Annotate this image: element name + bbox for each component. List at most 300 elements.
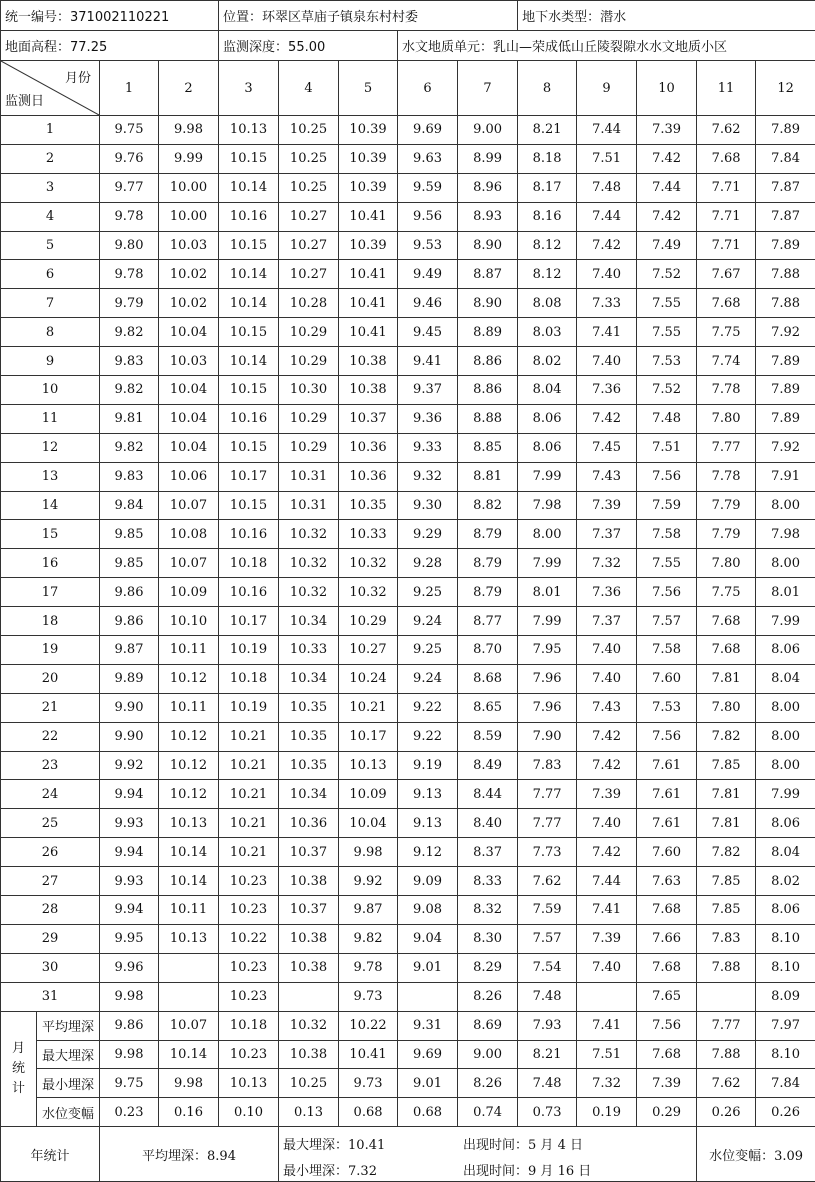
depth-value: 10.16: [219, 578, 279, 607]
annual-range: [697, 1127, 815, 1182]
depth-value: 7.39: [637, 116, 697, 145]
depth-value: 7.39: [577, 491, 637, 520]
depth-value: 9.77: [100, 173, 159, 202]
depth-value: 8.06: [756, 896, 815, 925]
depth-value: 8.86: [458, 376, 518, 405]
depth-value: 7.55: [637, 289, 697, 318]
depth-value: 7.99: [756, 607, 815, 636]
depth-value: 10.28: [279, 289, 339, 318]
depth-value: 8.59: [458, 722, 518, 751]
depth-value: 7.81: [697, 780, 756, 809]
depth-value: 8.00: [756, 549, 815, 578]
depth-value: 7.85: [697, 896, 756, 925]
depth-value: 10.12: [159, 664, 219, 693]
table-row: [1, 722, 815, 751]
depth-value: 7.58: [637, 520, 697, 549]
depth-value: 7.43: [577, 462, 637, 491]
monthly-stat-value: 10.07: [159, 1011, 219, 1040]
depth-value: 8.81: [458, 462, 518, 491]
day-cell: 26: [1, 838, 100, 867]
depth-value: 10.27: [279, 260, 339, 289]
depth-value: 10.32: [279, 578, 339, 607]
depth-value: 10.15: [219, 376, 279, 405]
depth-value: 7.48: [518, 982, 577, 1011]
annual-label: [1, 1127, 100, 1182]
monthly-stat-value: 0.68: [339, 1098, 398, 1127]
depth-value: [279, 982, 339, 1011]
monthly-stat-value: 7.62: [697, 1069, 756, 1098]
depth-value: 8.10: [756, 924, 815, 953]
monthly-stat-value: 7.39: [637, 1069, 697, 1098]
table-row: [1, 809, 815, 838]
annual-extremes: [279, 1127, 697, 1182]
depth-value: 7.61: [637, 780, 697, 809]
depth-value: 9.89: [100, 664, 159, 693]
depth-value: 8.70: [458, 636, 518, 665]
monthly-stat-value: 10.23: [219, 1040, 279, 1069]
depth-value: 8.82: [458, 491, 518, 520]
depth-value: 7.79: [697, 491, 756, 520]
depth-value: 9.80: [100, 231, 159, 260]
depth-value: 10.04: [159, 376, 219, 405]
depth-value: 10.11: [159, 693, 219, 722]
depth-value: 7.44: [577, 867, 637, 896]
depth-value: 10.38: [279, 953, 339, 982]
depth-value: 7.75: [697, 318, 756, 347]
monthly-stat-value: 10.38: [279, 1040, 339, 1069]
day-cell: 17: [1, 578, 100, 607]
depth-value: 9.85: [100, 520, 159, 549]
monthly-stat-row: [1, 1040, 815, 1069]
depth-value: 7.55: [637, 318, 697, 347]
depth-value: 7.44: [577, 116, 637, 145]
depth-value: 9.90: [100, 693, 159, 722]
month-header: 7: [458, 61, 518, 116]
depth-value: 9.99: [159, 144, 219, 173]
depth-value: 10.36: [279, 809, 339, 838]
depth-value: 10.38: [339, 347, 398, 376]
depth-value: 8.12: [518, 260, 577, 289]
depth-value: 7.42: [637, 144, 697, 173]
depth-value: 10.36: [339, 462, 398, 491]
depth-value: 7.59: [637, 491, 697, 520]
depth-value: 7.67: [697, 260, 756, 289]
depth-value: 7.36: [577, 578, 637, 607]
depth-value: 7.57: [518, 924, 577, 953]
depth-value: 7.42: [577, 722, 637, 751]
depth-value: 8.06: [756, 809, 815, 838]
table-row: [1, 693, 815, 722]
monthly-stat-value: 0.26: [697, 1098, 756, 1127]
depth-value: 7.89: [756, 376, 815, 405]
depth-value: 7.43: [577, 693, 637, 722]
depth-value: 9.87: [339, 896, 398, 925]
depth-value: 10.32: [279, 520, 339, 549]
depth-value: 10.41: [339, 202, 398, 231]
depth-value: 7.96: [518, 693, 577, 722]
depth-value: 10.38: [339, 376, 398, 405]
depth-value: 7.92: [756, 318, 815, 347]
depth-value: 10.39: [339, 144, 398, 173]
depth-value: 7.99: [518, 462, 577, 491]
depth-value: 9.85: [100, 549, 159, 578]
monthly-stat-value: 0.74: [458, 1098, 518, 1127]
depth-value: 10.37: [279, 896, 339, 925]
depth-value: 10.34: [279, 664, 339, 693]
depth-value: 9.98: [159, 116, 219, 145]
depth-value: 10.13: [159, 809, 219, 838]
table-row: [1, 260, 815, 289]
day-cell: 20: [1, 664, 100, 693]
depth-value: 10.17: [219, 462, 279, 491]
depth-value: 9.30: [398, 491, 458, 520]
monthly-stat-value: 8.10: [756, 1040, 815, 1069]
depth-value: 7.82: [697, 838, 756, 867]
depth-value: 10.15: [219, 433, 279, 462]
depth-value: 9.84: [100, 491, 159, 520]
depth-value: 10.30: [279, 376, 339, 405]
depth-value: 8.00: [756, 722, 815, 751]
depth-value: 7.45: [577, 433, 637, 462]
depth-value: 8.00: [756, 693, 815, 722]
day-cell: 22: [1, 722, 100, 751]
depth-value: 7.96: [518, 664, 577, 693]
depth-value: 7.49: [637, 231, 697, 260]
month-header: 6: [398, 61, 458, 116]
monthly-stat-value: 7.88: [697, 1040, 756, 1069]
depth-value: 10.02: [159, 289, 219, 318]
depth-value: 7.61: [637, 809, 697, 838]
depth-value: 7.83: [518, 751, 577, 780]
day-cell: 1: [1, 116, 100, 145]
depth-value: 10.15: [219, 491, 279, 520]
month-header: 3: [219, 61, 279, 116]
depth-value: 10.37: [339, 404, 398, 433]
monthly-stat-value: 9.00: [458, 1040, 518, 1069]
depth-value: 9.04: [398, 924, 458, 953]
depth-value: 9.13: [398, 780, 458, 809]
depth-value: 10.33: [339, 520, 398, 549]
depth-value: 8.77: [458, 607, 518, 636]
depth-value: 10.29: [279, 404, 339, 433]
depth-value: 10.41: [339, 289, 398, 318]
day-cell: 15: [1, 520, 100, 549]
depth-value: 9.24: [398, 664, 458, 693]
depth-value: 9.36: [398, 404, 458, 433]
depth-value: 9.01: [398, 953, 458, 982]
depth-value: 10.39: [339, 231, 398, 260]
depth-value: 7.68: [637, 896, 697, 925]
depth-value: 10.23: [219, 982, 279, 1011]
depth-value: 7.65: [637, 982, 697, 1011]
depth-value: 10.00: [159, 173, 219, 202]
depth-value: 7.58: [637, 636, 697, 665]
depth-value: 8.30: [458, 924, 518, 953]
depth-value: 10.13: [219, 116, 279, 145]
table-row: [1, 231, 815, 260]
depth-value: 10.34: [279, 607, 339, 636]
monthly-stat-value: 8.26: [458, 1069, 518, 1098]
day-cell: 31: [1, 982, 100, 1011]
depth-value: 10.04: [159, 404, 219, 433]
day-cell: 6: [1, 260, 100, 289]
depth-value: 8.02: [518, 347, 577, 376]
day-cell: 19: [1, 636, 100, 665]
depth-value: 10.21: [219, 780, 279, 809]
month-header: 11: [697, 61, 756, 116]
table-row: [1, 664, 815, 693]
depth-value: 8.37: [458, 838, 518, 867]
annual-min: 最小埋深：7.32: [283, 1160, 377, 1179]
depth-value: 8.79: [458, 549, 518, 578]
depth-value: 9.98: [100, 982, 159, 1011]
depth-value: 7.44: [637, 173, 697, 202]
monthly-stat-value: 10.18: [219, 1011, 279, 1040]
table-row: [1, 116, 815, 145]
depth-value: 7.78: [697, 376, 756, 405]
depth-value: 10.03: [159, 231, 219, 260]
month-header: 1: [100, 61, 159, 116]
depth-value: 10.14: [159, 867, 219, 896]
depth-value: 7.92: [756, 433, 815, 462]
day-cell: 10: [1, 376, 100, 405]
depth-value: 7.78: [697, 462, 756, 491]
depth-value: 7.75: [697, 578, 756, 607]
depth-value: 7.54: [518, 953, 577, 982]
depth-value: 9.73: [339, 982, 398, 1011]
depth-value: 10.12: [159, 780, 219, 809]
depth-value: 9.81: [100, 404, 159, 433]
monthly-stat-value: 7.97: [756, 1011, 815, 1040]
depth-value: 7.42: [577, 231, 637, 260]
depth-value: 7.81: [697, 809, 756, 838]
depth-value: 10.29: [279, 347, 339, 376]
depth-value: 9.83: [100, 347, 159, 376]
depth-value: 9.56: [398, 202, 458, 231]
depth-value: [159, 953, 219, 982]
day-cell: 4: [1, 202, 100, 231]
depth-value: 8.79: [458, 520, 518, 549]
depth-value: 7.80: [697, 693, 756, 722]
depth-value: 9.82: [100, 318, 159, 347]
depth-value: 9.22: [398, 693, 458, 722]
corner-month-label: 月份: [65, 67, 91, 86]
depth-value: 8.96: [458, 173, 518, 202]
table-row: [1, 347, 815, 376]
table-row: [1, 838, 815, 867]
depth-value: 7.90: [518, 722, 577, 751]
monthly-stat-value: 10.22: [339, 1011, 398, 1040]
depth-value: 9.00: [458, 116, 518, 145]
annual-max-time: 出现时间：5 月 4 日: [463, 1134, 583, 1153]
depth-value: 8.99: [458, 144, 518, 173]
depth-value: 10.39: [339, 173, 398, 202]
depth-value: [159, 982, 219, 1011]
corner-day-label: 监测日: [5, 90, 44, 109]
depth-value: 8.89: [458, 318, 518, 347]
depth-value: 7.60: [637, 838, 697, 867]
depth-value: 7.80: [697, 549, 756, 578]
table-row: [1, 549, 815, 578]
depth-value: 9.94: [100, 780, 159, 809]
depth-value: 9.94: [100, 896, 159, 925]
depth-value: 7.51: [577, 144, 637, 173]
depth-value: 10.21: [219, 722, 279, 751]
depth-value: 7.88: [697, 953, 756, 982]
depth-value: 8.86: [458, 347, 518, 376]
depth-value: 9.90: [100, 722, 159, 751]
table-row: [1, 173, 815, 202]
day-cell: 30: [1, 953, 100, 982]
depth-value: 10.09: [339, 780, 398, 809]
depth-value: 10.21: [219, 838, 279, 867]
depth-value: 8.32: [458, 896, 518, 925]
table-row: [1, 433, 815, 462]
depth-value: 9.92: [339, 867, 398, 896]
depth-value: 9.53: [398, 231, 458, 260]
monthly-stat-value: 0.26: [756, 1098, 815, 1127]
depth-value: 9.45: [398, 318, 458, 347]
depth-value: 7.48: [637, 404, 697, 433]
depth-value: 8.44: [458, 780, 518, 809]
day-cell: 8: [1, 318, 100, 347]
depth-value: 9.22: [398, 722, 458, 751]
depth-value: 9.82: [100, 376, 159, 405]
depth-value: 9.24: [398, 607, 458, 636]
depth-value: 8.17: [518, 173, 577, 202]
depth-value: 10.12: [159, 722, 219, 751]
depth-value: 10.11: [159, 636, 219, 665]
annual-min-time: 出现时间：9 月 16 日: [463, 1160, 591, 1179]
depth-value: 7.68: [697, 289, 756, 318]
depth-value: 8.06: [756, 636, 815, 665]
monthly-stat-value: 7.32: [577, 1069, 637, 1098]
depth-value: 10.04: [159, 318, 219, 347]
monthly-stat-value: 9.69: [398, 1040, 458, 1069]
table-row: [1, 520, 815, 549]
depth-value: 7.99: [518, 549, 577, 578]
depth-value: 8.87: [458, 260, 518, 289]
depth-value: 10.19: [219, 636, 279, 665]
depth-value: 7.68: [637, 953, 697, 982]
depth-value: 9.94: [100, 838, 159, 867]
day-cell: 12: [1, 433, 100, 462]
monthly-stat-value: 0.13: [279, 1098, 339, 1127]
depth-value: 7.40: [577, 260, 637, 289]
depth-value: 8.00: [518, 520, 577, 549]
depth-value: 8.12: [518, 231, 577, 260]
annual-max: 最大埋深：10.41: [283, 1134, 385, 1153]
depth-value: 9.82: [339, 924, 398, 953]
monthly-stat-group-text: 月统计: [12, 1039, 26, 1099]
depth-value: 9.41: [398, 347, 458, 376]
depth-value: 7.57: [637, 607, 697, 636]
depth-value: 10.23: [219, 867, 279, 896]
depth-value: 10.27: [279, 231, 339, 260]
monthly-stat-value: 10.25: [279, 1069, 339, 1098]
depth-value: 7.68: [697, 144, 756, 173]
monthly-stat-value: 9.98: [100, 1040, 159, 1069]
depth-value: 8.21: [518, 116, 577, 145]
day-cell: 29: [1, 924, 100, 953]
depth-value: 9.12: [398, 838, 458, 867]
depth-value: 7.63: [637, 867, 697, 896]
day-cell: 16: [1, 549, 100, 578]
depth-value: 9.19: [398, 751, 458, 780]
monthly-stat-label: 水位变幅: [37, 1098, 100, 1127]
month-header: 9: [577, 61, 637, 116]
depth-value: 9.86: [100, 578, 159, 607]
depth-value: 7.42: [577, 404, 637, 433]
depth-value: 7.89: [756, 404, 815, 433]
monthly-stat-value: 8.21: [518, 1040, 577, 1069]
table-row: [1, 202, 815, 231]
depth-value: 10.04: [339, 809, 398, 838]
table-row: [1, 289, 815, 318]
depth-value: 8.04: [756, 664, 815, 693]
depth-value: 7.40: [577, 953, 637, 982]
depth-value: 7.89: [756, 347, 815, 376]
depth-value: 10.17: [339, 722, 398, 751]
depth-value: 7.37: [577, 520, 637, 549]
depth-value: 7.77: [518, 780, 577, 809]
depth-value: 10.14: [219, 289, 279, 318]
depth-value: 7.41: [577, 896, 637, 925]
monthly-stat-value: 0.23: [100, 1098, 159, 1127]
monthly-stat-row: [1, 1011, 815, 1040]
depth-value: 10.13: [339, 751, 398, 780]
depth-value: 10.36: [339, 433, 398, 462]
annual-avg: [100, 1127, 279, 1182]
depth-value: 9.78: [100, 202, 159, 231]
depth-value: [398, 982, 458, 1011]
depth-value: 8.09: [756, 982, 815, 1011]
depth-value: 7.82: [697, 722, 756, 751]
depth-value: 8.18: [518, 144, 577, 173]
depth-value: 7.40: [577, 636, 637, 665]
depth-value: 7.55: [637, 549, 697, 578]
depth-value: 7.33: [577, 289, 637, 318]
depth-value: 7.77: [697, 433, 756, 462]
depth-value: 7.62: [697, 116, 756, 145]
day-cell: 9: [1, 347, 100, 376]
depth-value: 10.25: [279, 173, 339, 202]
monthly-stat-label: 平均埋深: [37, 1011, 100, 1040]
monthly-stat-value: 9.98: [159, 1069, 219, 1098]
depth-value: 10.41: [339, 260, 398, 289]
day-cell: 13: [1, 462, 100, 491]
monthly-stat-value: 7.51: [577, 1040, 637, 1069]
table-row: [1, 607, 815, 636]
depth-value: 7.53: [637, 693, 697, 722]
day-cell: 27: [1, 867, 100, 896]
depth-value: 10.10: [159, 607, 219, 636]
monthly-stat-value: 10.32: [279, 1011, 339, 1040]
depth-value: 9.79: [100, 289, 159, 318]
depth-value: 10.25: [279, 116, 339, 145]
depth-value: 7.40: [577, 809, 637, 838]
depth-value: 7.61: [637, 751, 697, 780]
depth-value: 10.09: [159, 578, 219, 607]
depth-value: 8.26: [458, 982, 518, 1011]
depth-value: 7.36: [577, 376, 637, 405]
depth-value: 8.06: [518, 404, 577, 433]
depth-value: 10.17: [219, 607, 279, 636]
depth-value: 7.40: [577, 347, 637, 376]
table-row: [1, 867, 815, 896]
day-cell: 28: [1, 896, 100, 925]
depth-value: 7.77: [518, 809, 577, 838]
